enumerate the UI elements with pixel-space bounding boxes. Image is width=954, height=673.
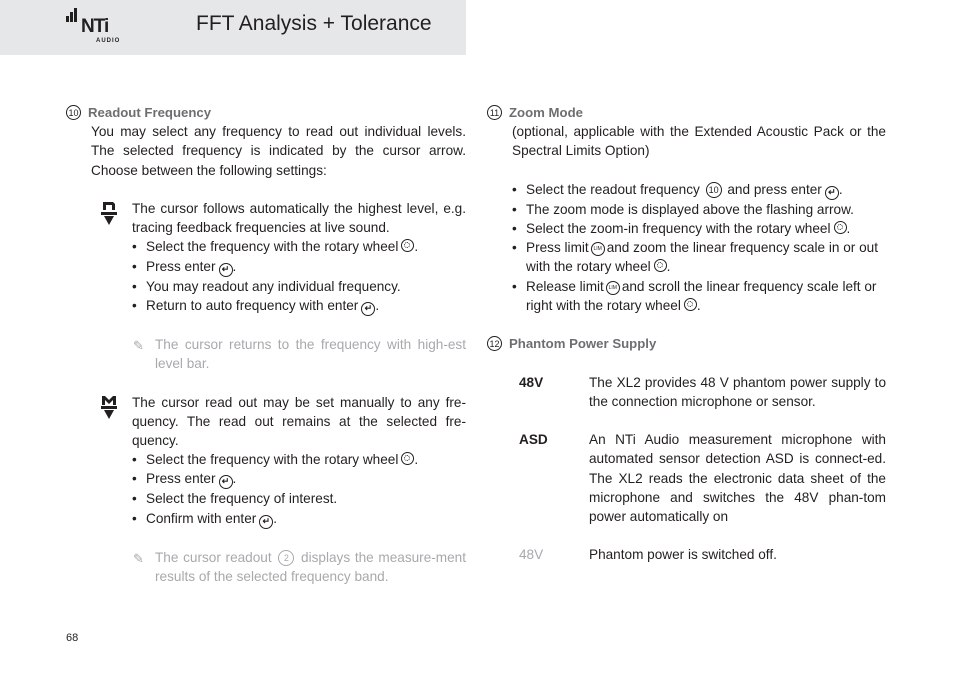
left-column — [66, 103, 466, 586]
phantom-row-48v-off — [487, 545, 886, 564]
zoom-steps — [487, 180, 886, 315]
list-item: • Select the zoom-in frequency with the rotary wheel . — [512, 219, 886, 238]
phantom-row-48v-on — [487, 373, 886, 411]
enter-icon: ↵ — [259, 515, 273, 529]
section-heading-zoom — [487, 103, 886, 122]
list-item: • Select the frequency of interest. — [132, 489, 466, 508]
rotary-wheel-icon — [834, 221, 847, 234]
limit-key-icon: LIM — [591, 242, 605, 256]
list-item: • Select the frequency with the rotary wheel . — [132, 237, 466, 256]
section-number: 11 — [487, 105, 502, 120]
auto-mode-note: ✎ The cursor returns to the frequency with high-est level bar. — [133, 337, 466, 372]
list-item: • Select the frequency with the rotary wheel . — [132, 450, 466, 469]
row-key: ASD — [519, 432, 548, 448]
rotary-wheel-icon — [401, 239, 414, 252]
enter-icon: ↵ — [825, 186, 839, 200]
page-header — [0, 0, 466, 55]
page-number: 68 — [66, 632, 79, 644]
section-title: Readout Frequency — [88, 105, 212, 120]
section-heading-phantom — [487, 334, 886, 353]
right-column — [487, 103, 886, 565]
row-key: 48V — [519, 547, 544, 563]
list-item: • Confirm with enter ↵ . — [132, 509, 466, 529]
manual-mode-block — [66, 393, 466, 529]
readout-intro: You may select any frequency to read out individual levels. The selected frequency is indicated by the cursor arrow. Choose between the following settings: — [91, 124, 466, 178]
row-text: The XL2 provides 48 V phantom power supply to the connection microphone or sensor. — [589, 374, 886, 409]
list-item: • Press limit LIM and zoom the linear frequency scale in or out with the rotary wheel . — [512, 238, 886, 276]
note-pencil-icon: ✎ — [133, 550, 144, 566]
row-key: 48V — [519, 374, 544, 390]
rotary-wheel-icon — [654, 259, 667, 272]
enter-icon: ↵ — [219, 475, 233, 489]
page-title: FFT Analysis + Tolerance — [196, 12, 432, 35]
phantom-row-asd — [487, 430, 886, 526]
limit-key-icon: LIM — [606, 281, 620, 295]
row-text: An NTi Audio measurement microphone with automated sensor detection ASD is connect-ed. The XL2 reads the electronic data sheet of the microphone and switches the 48V phan-tom power automatically on — [589, 432, 886, 524]
list-item: • Return to auto frequency with enter ↵ . — [132, 296, 466, 316]
list-item: • Press enter ↵ . — [132, 257, 466, 277]
logo-text: NTi — [81, 16, 109, 37]
enter-icon: ↵ — [219, 263, 233, 277]
auto-mode-desc: The cursor follows automatically the highest level, e.g. tracing feedback frequencies at live sound. — [132, 201, 466, 236]
auto-mode-block — [66, 199, 466, 316]
logo-subtext: AUDIO — [96, 38, 121, 44]
nti-audio-logo — [66, 18, 128, 46]
rotary-wheel-icon — [401, 452, 414, 465]
manual-mode-desc: The cursor read out may be set manually to any fre-quency. The read out remains at the selected fre-quency. — [132, 394, 466, 448]
ref-number: 2 — [278, 550, 294, 566]
auto-cursor-icon — [98, 201, 120, 227]
list-item: • You may readout any individual frequency. — [132, 277, 466, 296]
section-title: Phantom Power Supply — [509, 336, 657, 352]
section-number: 10 — [66, 105, 81, 120]
manual-mode-note: ✎ The cursor readout 2 displays the measure-ment results of the selected frequency band. — [133, 549, 467, 584]
list-item: • The zoom mode is displayed above the flashing arrow. — [512, 200, 886, 219]
section-heading-readout — [66, 103, 466, 122]
rotary-wheel-icon — [684, 298, 697, 311]
note-pencil-icon: ✎ — [133, 338, 144, 353]
ref-number: 10 — [706, 182, 722, 198]
manual-cursor-icon — [98, 395, 120, 421]
list-item: • Select the readout frequency 10 and press enter ↵ . — [512, 180, 886, 200]
list-item: • Release limit LIM and scroll the linear frequency scale left or right with the rotary wheel . — [512, 277, 886, 315]
auto-mode-steps — [132, 237, 466, 315]
section-title: Zoom Mode — [509, 105, 583, 120]
row-text: Phantom power is switched off. — [589, 547, 777, 563]
manual-mode-steps — [132, 450, 466, 528]
list-item: • Press enter ↵ . — [132, 469, 466, 489]
zoom-intro: (optional, applicable with the Extended Acoustic Pack or the Spectral Limits Option) — [512, 124, 886, 159]
enter-icon: ↵ — [361, 302, 375, 316]
section-number: 12 — [487, 336, 502, 351]
